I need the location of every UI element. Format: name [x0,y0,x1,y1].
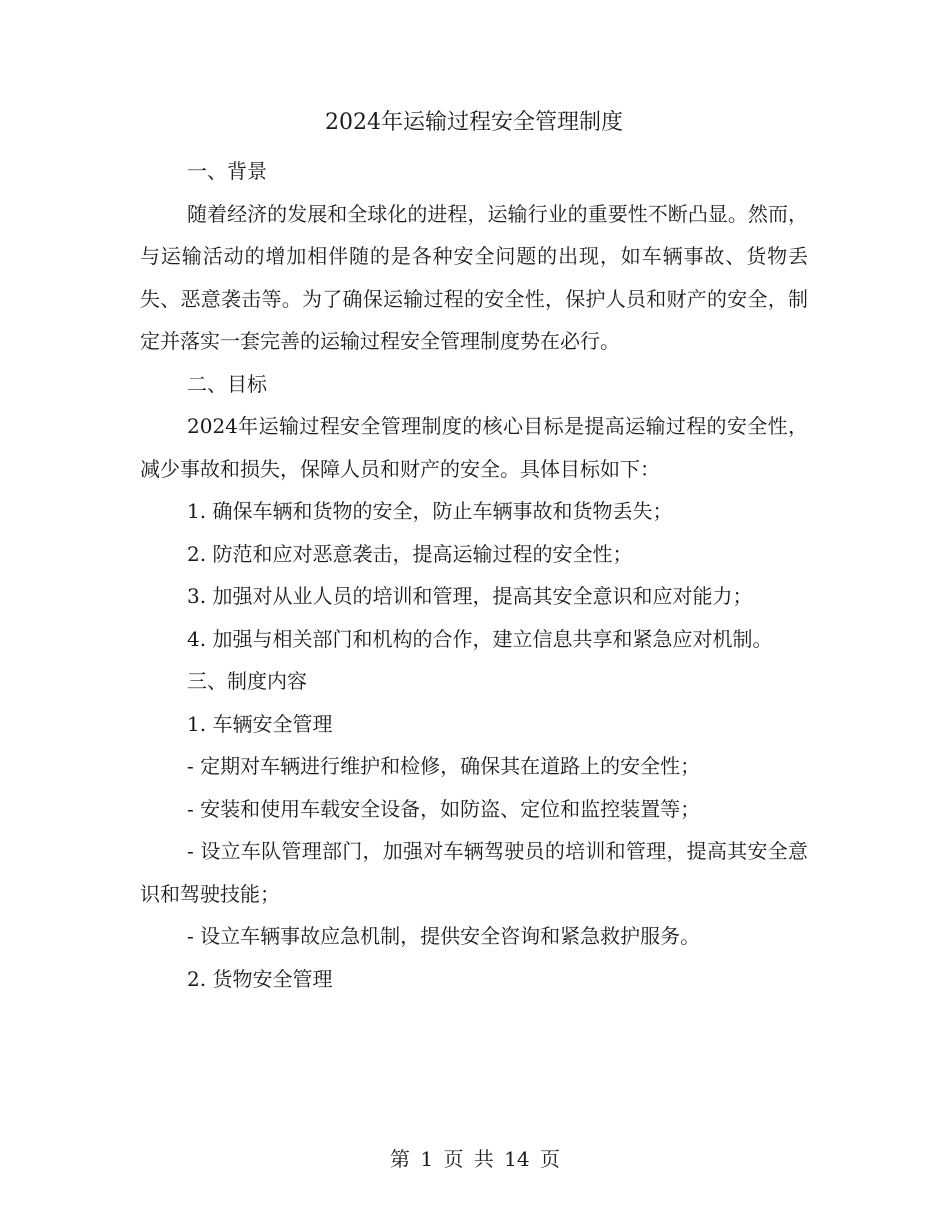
goal-item-2: 2. 防范和应对恶意袭击，提高运输过程的安全性； [187,541,633,566]
document-page [140,100,808,1000]
document-title: 2024年运输过程安全管理制度 [325,110,623,135]
subsection-heading-vehicle: 1. 车辆安全管理 [187,711,333,736]
paragraph-goals-intro: 2024年运输过程安全管理制度的核心目标是提高运输过程的安全性，减少事故和损失，保障人员和财产的安全。具体目标如下： [140,414,808,481]
vehicle-item-1: - 定期对车辆进行维护和检修，确保其在道路上的安全性； [187,754,701,778]
section-heading-content: 三、制度内容 [187,669,307,693]
subsection-heading-cargo: 2. 货物安全管理 [187,966,333,991]
vehicle-item-3: - 设立车队管理部门，加强对车辆驾驶员的培训和管理，提高其安全意识和驾驶技能； [140,839,808,906]
goal-item-3: 3. 加强对从业人员的培训和管理，提高其安全意识和应对能力； [187,584,753,608]
document-body [140,150,808,1000]
section-heading-goals: 二、目标 [187,371,267,396]
goal-item-1: 1. 确保车辆和货物的安全，防止车辆事故和货物丢失； [187,499,673,523]
paragraph-background: 随着经济的发展和全球化的进程，运输行业的重要性不断凸显。然而，与运输活动的增加相伴随的是各种安全问题的出现，如车辆事故、货物丢失、恶意袭击等。为了确保运输过程的安全性，保护人员和财产的安全，制定并落实一套完善的运输过程安全管理制度势在必行。 [140,201,808,353]
vehicle-item-2: - 安装和使用车载安全设备，如防盗、定位和监控装置等； [187,796,701,821]
page-number-footer: 第 1 页 共 14 页 [390,1147,560,1171]
section-heading-background: 一、背景 [187,159,267,183]
vehicle-item-4: - 设立车辆事故应急机制，提供安全咨询和紧急救护服务。 [187,924,701,948]
goal-item-4: 4. 加强与相关部门和机构的合作，建立信息共享和紧急应对机制。 [187,626,773,651]
